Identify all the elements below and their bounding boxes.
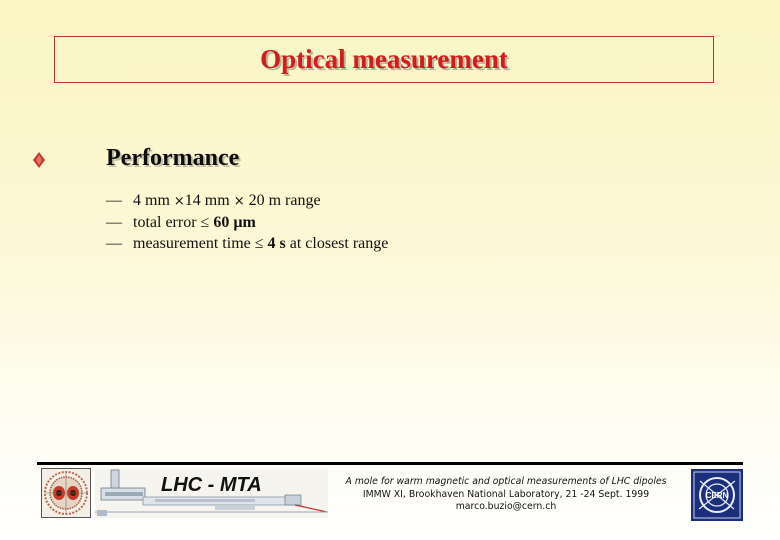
lhc-mta-label: LHC - MTA [161, 474, 262, 496]
slide-title: Optical measurement [260, 44, 508, 74]
lhc-mta-banner [95, 468, 328, 518]
footer-credits [332, 476, 680, 514]
list-item-error [106, 214, 388, 236]
performance-list [106, 192, 388, 257]
footer-line-1: A mole for warm magnetic and optical measurements of LHC dipoles [345, 476, 667, 487]
item-text: 4 mm ×14 mm × 20 m range [133, 192, 321, 209]
magnet-logo-icon [42, 469, 90, 517]
list-item-range [106, 192, 388, 214]
cern-logo-icon [691, 469, 743, 521]
cern-logo [691, 469, 743, 521]
diamond-bullet-icon [33, 152, 45, 168]
dash-icon: — [106, 213, 122, 231]
footer-divider [37, 462, 743, 465]
item-text: measurement time ≤ 4 s at closest range [133, 235, 389, 252]
title-box [54, 36, 714, 83]
footer-line-3: marco.buzio@cern.ch [455, 501, 557, 512]
dash-icon: — [106, 192, 122, 209]
section-heading: Performance [106, 145, 240, 171]
cern-logo-text: CERN [705, 491, 729, 500]
dash-icon: — [106, 235, 122, 252]
magnet-cross-section-logo [41, 468, 91, 518]
footer-line-2: IMMW XI, Brookhaven National Laboratory, 21 -24 Sept. 1999 [362, 488, 650, 500]
item-text: total error ≤ 60 µm [133, 213, 256, 231]
list-item-time [106, 235, 388, 257]
